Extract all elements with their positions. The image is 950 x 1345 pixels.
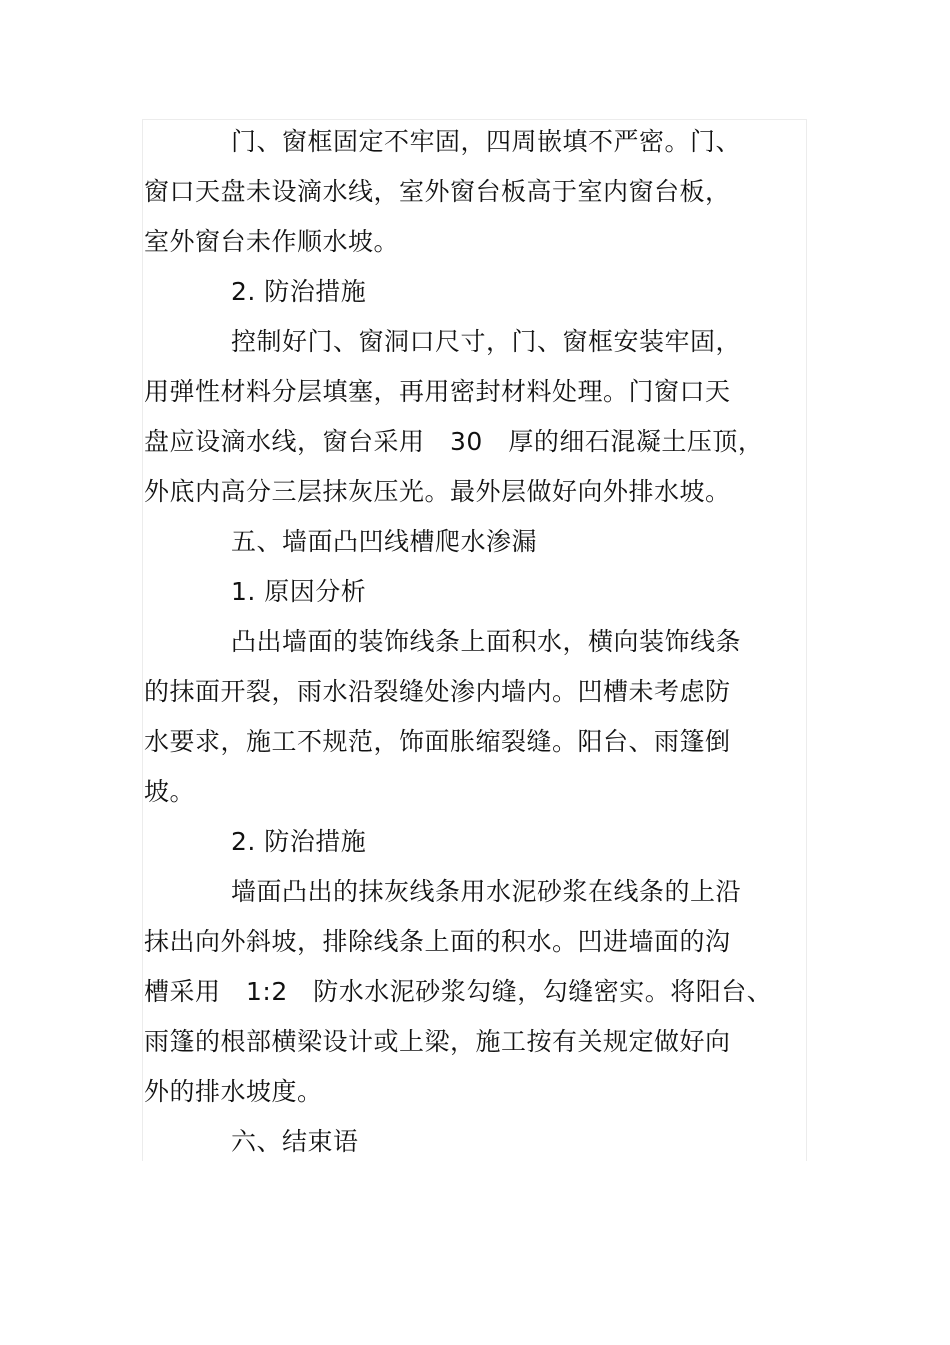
paragraph-line: 的抹面开裂，雨水沿裂缝处渗内墙内。凹槽未考虑防 [144,677,731,706]
paragraph-line: 门、窗框固定不牢固，四周嵌填不严密。门、 [231,127,742,156]
paragraph-line: 窗口天盘未设滴水线，室外窗台板高于室内窗台板， [144,177,731,206]
paragraph-line: 室外窗台未作顺水坡。 [144,227,400,256]
paragraph-line: 控制好门、窗洞口尺寸，门、窗框安装牢固， [231,327,742,356]
document-body [144,117,784,1167]
subheading-prevention-measures: 2. 防治措施 [231,827,367,856]
paragraph-line: 盘应设滴水线，窗台采用 30 厚的细石混凝土压顶， [144,427,764,456]
section-heading-five: 五、墙面凸凹线槽爬水渗漏 [231,527,538,556]
paragraph-line: 抹出向外斜坡，排除线条上面的积水。凹进墙面的沟 [144,927,731,956]
paragraph-line: 外底内高分三层抹灰压光。最外层做好向外排水坡。 [144,477,731,506]
subheading-cause-analysis: 1. 原因分析 [231,577,367,606]
paragraph-line: 凸出墙面的装饰线条上面积水，横向装饰线条 [231,627,742,656]
paragraph-line: 外的排水坡度。 [144,1077,323,1106]
paragraph-line: 槽采用 1:2 防水水泥砂浆勾缝，勾缝密实。将阳台、 [144,977,773,1006]
paragraph-line: 雨篷的根部横梁设计或上梁，施工按有关规定做好向 [144,1027,731,1056]
section-heading-six: 六、结束语 [231,1127,359,1156]
paragraph-line: 水要求，施工不规范，饰面胀缩裂缝。阳台、雨篷倒 [144,727,731,756]
paragraph-line: 用弹性材料分层填塞，再用密封材料处理。门窗口天 [144,377,731,406]
paragraph-line: 坡。 [144,777,196,806]
subheading-prevention-measures: 2. 防治措施 [231,277,367,306]
paragraph-line: 墙面凸出的抹灰线条用水泥砂浆在线条的上沿 [231,877,742,906]
